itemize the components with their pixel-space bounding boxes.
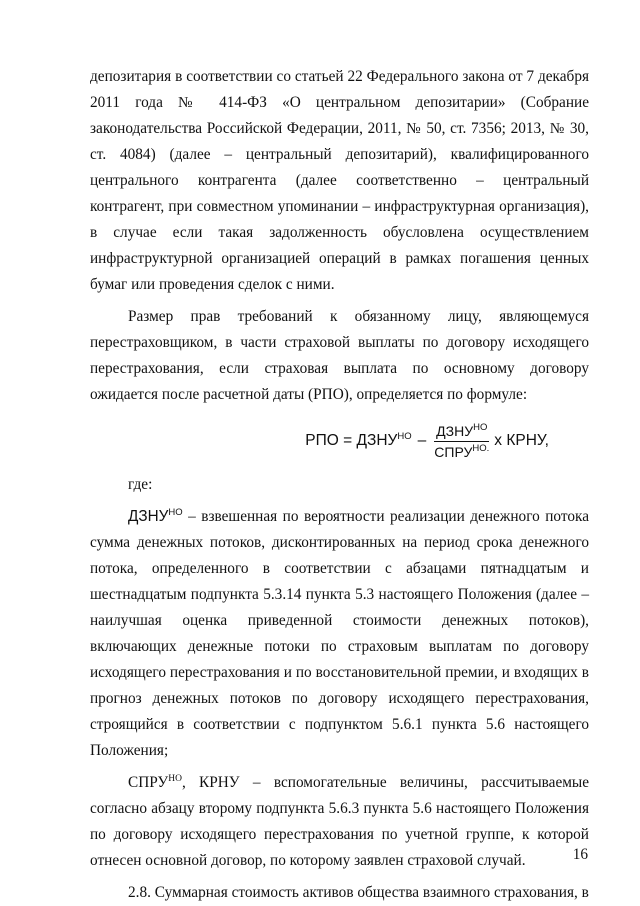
page-number: 16 — [572, 846, 588, 863]
formula-multiplier: x КРНУ, — [494, 432, 549, 449]
where-label: где: — [128, 476, 153, 493]
paragraph-2-8: 2.8. Суммарная стоимость активов общества взаимного страхования, в — [128, 884, 589, 901]
formula-minus: – — [417, 432, 427, 449]
paragraph-spru-definition: $СПРУ^{НО}$, КРНУ – вспомогательные величины, рассчитываемые согласно абзацу второму подпункта 5.6.3 пункта 5.6 настоящего Положения по договору исходящего перестрахования по учетной группе, к которой отнесен основной договор, по которому заявлен страховой случай. — [90, 774, 589, 869]
document-body — [90, 64, 589, 906]
formula-lhs-sup: НО — [397, 431, 412, 442]
formula-fraction — [432, 422, 491, 461]
formula-denominator: $СПРУ^{НО.}$ — [434, 442, 490, 460]
paragraph-depository: депозитария в соответствии со статьей 22 Федерального закона от 7 декабря 2011 года № 414-ФЗ «О центральном депозитарии» (Собрание законодательства Российской Федерации, 2011, № 50, ст. 7356; 2013, № 30, ст. 4084) (далее – центральный депозитарий), квалифицированного центрального контрагента (далее соответственно – центральный контрагент, при совместном упоминании – инфраструктурная организация), в случае если такая задолженность обусловлена осуществлением инфраструктурной организацией операций в рамках погашения ценных бумаг или проведения сделок с ними. — [90, 68, 589, 293]
formula-lhs: РПО = $ДЗНУ^{НО}$ — [305, 431, 412, 449]
rpo-formula — [90, 412, 589, 470]
term-spru: $СПРУ^{НО}$, КРНУ — [128, 774, 240, 791]
formula-numerator: $ДЗНУ^{НО}$ — [434, 422, 489, 442]
paragraph-rpo-definition: Размер прав требований к обязанному лицу, являющемуся перестраховщиком, в части страховой выплаты по договору исходящего перестрахования, если страховая выплата по основному договору ожидается после расчетной даты (РПО), определяется по формуле: — [90, 308, 589, 403]
paragraph-dznu-definition: $ДЗНУ^{НО}$ – взвешенная по вероятности реализации денежного потока сумма денежных потоков, дисконтированных на период срока денежного потока, определенного в соответствии с абзацами пятнадцатым и шестнадцатым подпункта 5.3.14 пункта 5.3 настоящего Положения (далее – наилучшая оценка приведенной стоимости денежных потоков), включающих денежные потоки по страховым выплатам по договору исходящего перестрахования и по восстановительной премии, и входящих в прогноз денежных потоков по договору исходящего перестрахования, строящийся в соответствии с подпунктом 5.6.1 пункта 5.6 настоящего Положения; — [90, 507, 589, 759]
term-dznu: $ДЗНУ^{НО}$ — [128, 507, 183, 525]
